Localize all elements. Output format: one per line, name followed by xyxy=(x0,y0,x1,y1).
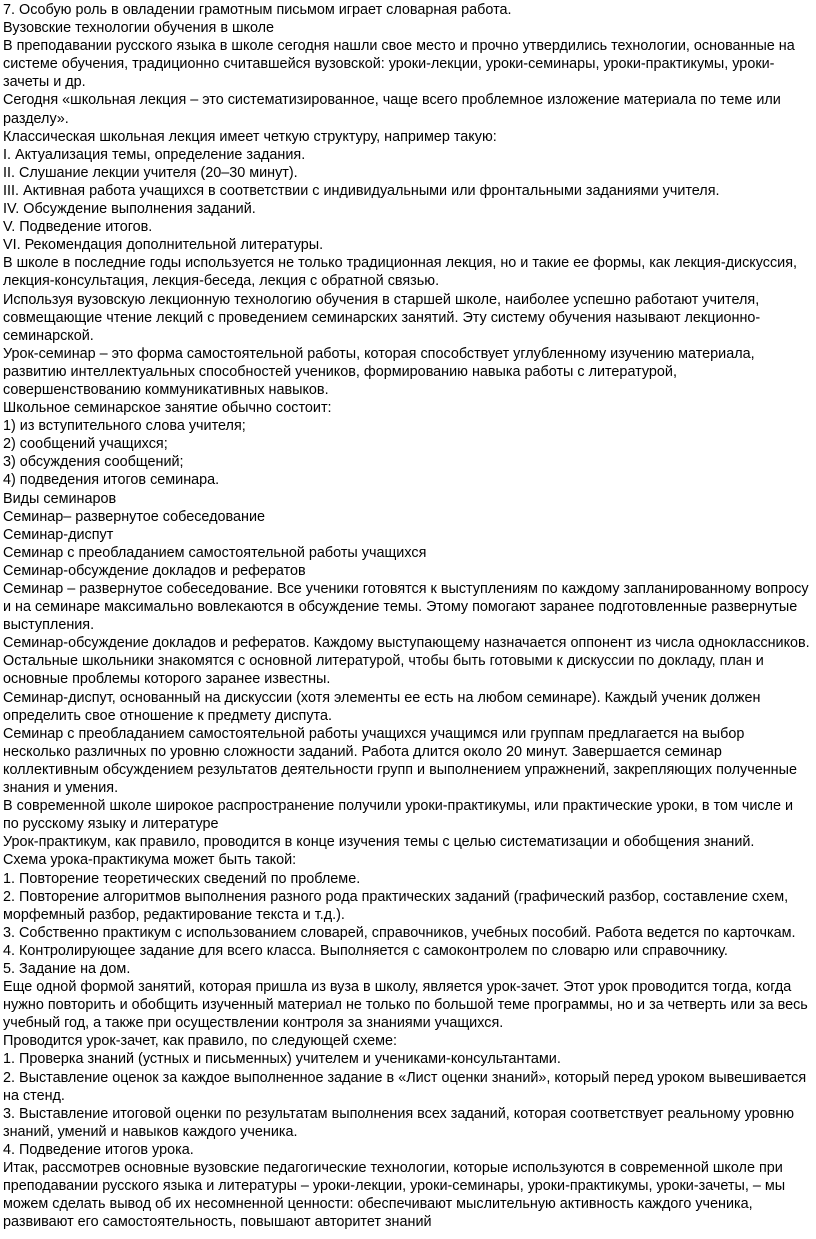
list-item: 5. Задание на дом. xyxy=(3,960,131,977)
paragraph: Урок-семинар – это форма самостоятельной работы, которая способствует углубленному изучению материала, развитию интеллектуальных способностей учеников, формированию навыка работы с литературой, совершенствованию коммуникативных навыков. xyxy=(3,345,755,398)
list-item: 3) обсуждения сообщений; xyxy=(3,454,184,471)
list-item: Семинар-обсуждение докладов и рефератов xyxy=(3,562,306,579)
list-item: 4. Подведение итогов урока. xyxy=(3,1141,194,1158)
paragraph: Еще одной формой занятий, которая пришла из вуза в школу, является урок-зачет. Этот урок проводится тогда, когда нужно повторить и обобщить изученный материал не только по большой теме программы, но и за четверть или за весь учебный год, а также при осуществлении контроля за знаниями учащихся. xyxy=(3,979,808,1032)
list-item: Семинар с преобладанием самостоятельной работы учащихся xyxy=(3,544,427,561)
list-item: III. Активная работа учащихся в соответствии с индивидуальными или фронтальными заданиями учителя. xyxy=(3,182,720,199)
list-item: 1. Проверка знаний (устных и письменных) учителем и учениками-консультантами. xyxy=(3,1051,561,1068)
list-item: Семинар– развернутое собеседование xyxy=(3,508,265,525)
paragraph: В современной школе широкое распространение получили уроки-практикумы, или практические уроки, в том числе и по русскому языку и литературе xyxy=(3,798,794,833)
paragraph: Классическая школьная лекция имеет четкую структуру, например такую: xyxy=(3,128,497,145)
list-item: 3. Выставление итоговой оценки по результатам выполнения всех заданий, которая соответствует реальному уровню знаний, умений и навыков каждого ученика. xyxy=(3,1105,794,1140)
paragraph-intro: 7. Особую роль в овладении грамотным письмом играет словарная работа. xyxy=(3,2,512,18)
list-item: 2. Выставление оценок за каждое выполненное задание в «Лист оценки знаний», который перед уроком вывешивается на стенд. xyxy=(3,1069,807,1104)
list-item: 1. Повторение теоретических сведений по проблеме. xyxy=(3,870,361,887)
paragraph: Семинар-диспут, основанный на дискуссии (хотя элементы ее есть на любом семинаре). Каждый ученик должен определить свое отношение к предмету диспута. xyxy=(3,689,761,724)
paragraph: Используя вузовскую лекционную технологию обучения в старшей школе, наиболее успешно работают учителя, совмещающие чтение лекций с проведением семинарских занятий. Эту систему обучения называют лекционно-семинарской. xyxy=(3,291,761,344)
list-item: 4. Контролирующее задание для всего класса. Выполняется с самоконтролем по словарю или справочнику. xyxy=(3,942,728,959)
list-item: IV. Обсуждение выполнения заданий. xyxy=(3,201,256,218)
paragraph: Семинар – развернутое собеседование. Все ученики готовятся к выступлениям по каждому запланированному вопросу и на семинаре максимально вовлекаются в обсуждение темы. Этому помогают заранее подготовленные развернутые выступления. xyxy=(3,581,809,634)
list-item: II. Слушание лекции учителя (20–30 минут). xyxy=(3,164,298,181)
list-item: 4) подведения итогов семинара. xyxy=(3,472,220,489)
paragraph: Схема урока-практикума может быть такой: xyxy=(3,852,297,869)
list-item: 2) сообщений учащихся; xyxy=(3,436,168,453)
list-item: 3. Собственно практикум с использованием словарей, справочников, учебных пособий. Работа ведется по карточкам. xyxy=(3,924,796,941)
subheading: Виды семинаров xyxy=(3,490,117,507)
list-item: I. Актуализация темы, определение задания. xyxy=(3,146,306,163)
paragraph: Семинар-обсуждение докладов и рефератов. Каждому выступающему назначается оппонент из числа одноклассников. Остальные школьники знакомятся с основной литературой, чтобы быть готовыми к дискуссии по докладу, план и основные проблемы которого заранее известны. xyxy=(3,635,810,688)
list-item: 2. Повторение алгоритмов выполнения разного рода практических заданий (графический разбор, составление схем, морфемный разбор, редактирование текста и т.д.). xyxy=(3,888,789,923)
paragraph: Сегодня «школьная лекция – это систематизированное, чаще всего проблемное изложение материала по теме или разделу». xyxy=(3,92,781,127)
section-heading: Вузовские технологии обучения в школе xyxy=(3,20,275,37)
paragraph-conclusion: Итак, рассмотрев основные вузовские педагогические технологии, которые используются в современной школе при преподавании русского языка и литературы – уроки-лекции, уроки-семинары, уроки-практикумы, уроки-зачеты, – мы можем сделать вывод об их несомненной ценности: обеспечивают мыслительную активность каждого ученика, развивают его самостоятельность, повышают авторитет знаний xyxy=(3,1160,786,1231)
list-item: V. Подведение итогов. xyxy=(3,219,153,236)
list-item: VI. Рекомендация дополнительной литературы. xyxy=(3,237,324,254)
paragraph: Урок-практикум, как правило, проводится в конце изучения темы с целью систематизации и обобщения знаний. xyxy=(3,834,755,851)
paragraph: Семинар с преобладанием самостоятельной работы учащихся учащимся или группам предлагается на выбор несколько различных по уровню сложности заданий. Работа длится около 20 минут. Завершается семинар коллективным обсуждением результатов деятельности групп и выполнением упражнений, закрепляющих полученные знания и умения. xyxy=(3,725,797,797)
paragraph: Проводится урок-зачет, как правило, по следующей схеме: xyxy=(3,1033,398,1050)
paragraph: Школьное семинарское занятие обычно состоит: xyxy=(3,400,332,417)
paragraph: В преподавании русского языка в школе сегодня нашли свое место и прочно утвердились технологии, основанные на системе обучения, традиционно считавшейся вузовской: уроки-лекции, уроки-семинары, уроки-практикумы, уроки-зачеты и др. xyxy=(3,38,795,91)
list-item: Семинар-диспут xyxy=(3,526,114,543)
paragraph: В школе в последние годы используется не только традиционная лекция, но и такие ее формы, как лекция-дискуссия, лекция-консультация, лекция-беседа, лекция с обратной связью. xyxy=(3,255,798,290)
list-item: 1) из вступительного слова учителя; xyxy=(3,418,246,435)
